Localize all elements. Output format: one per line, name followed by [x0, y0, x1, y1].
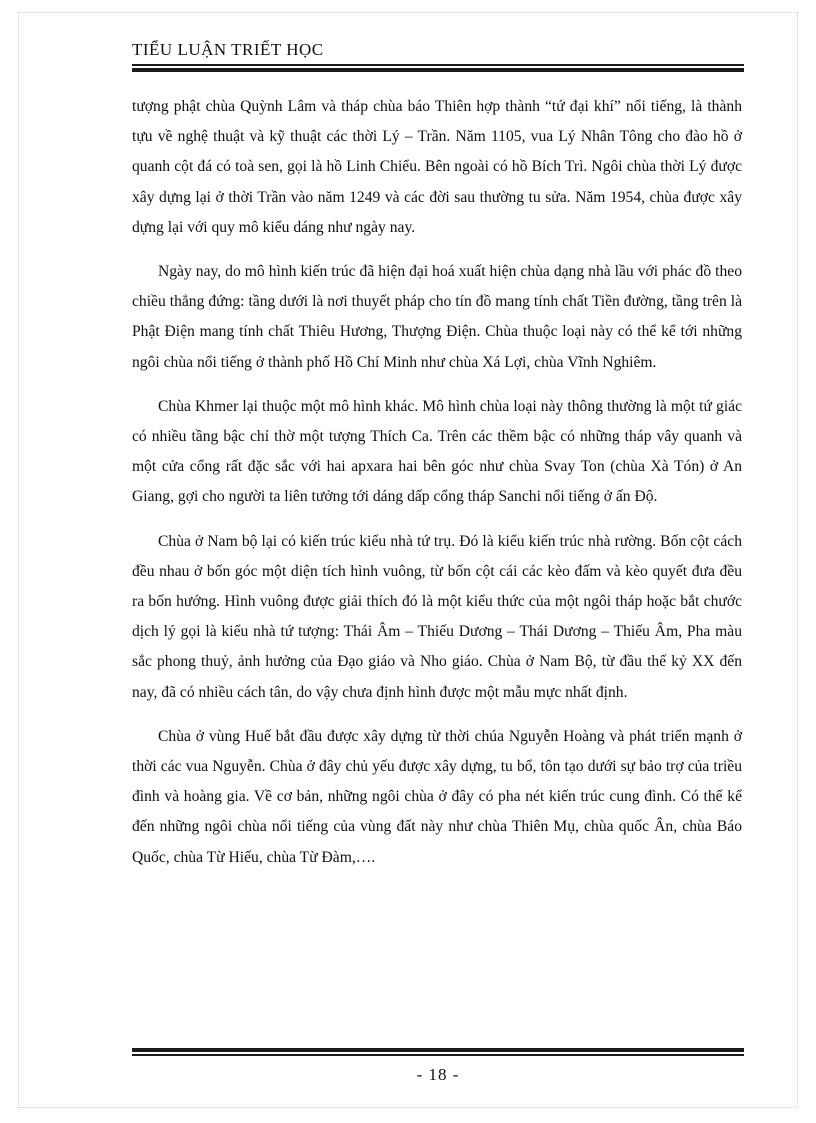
header-title: TIỂU LUẬN TRIẾT HỌC — [132, 40, 324, 59]
header-rule-thin — [132, 64, 744, 66]
header-rule-thick — [132, 68, 744, 72]
paragraph-5: Chùa ở vùng Huế bắt đầu được xây dựng từ thời chúa Nguyễn Hoàng và phát triển mạnh ở thời các vua Nguyễn. Chùa ở đây chủ yếu được xây dựng, tu bổ, tôn tạo dưới sự bảo trợ của triều đình và hoàng gia. Về cơ bản, những ngôi chùa ở đây có pha nét kiến trúc cung đình. Có thể kể đến những ngôi chùa nổi tiếng của vùng đất này như chùa Thiên Mụ, chùa quốc Ân, chùa Báo Quốc, chùa Từ Hiếu, chùa Từ Đàm,…. — [132, 727, 742, 866]
paragraph-2: Ngày nay, do mô hình kiến trúc đã hiện đại hoá xuất hiện chùa dạng nhà lầu với phác đồ theo chiều thẳng đứng: tầng dưới là nơi thuyết pháp cho tín đồ mang tính chất Tiền đường, tầng trên là Phật Điện mang tính chất Thiêu Hương, Thượng Điện. Chùa thuộc loại này có thể kể tới những ngôi chùa nổi tiếng ở thành phố Hồ Chí Minh như chùa Xá Lợi, chùa Vĩnh Nghiêm. — [132, 263, 742, 371]
paragraph-3: Chùa Khmer lại thuộc một mô hình khác. Mô hình chùa loại này thông thường là một tứ giác có nhiều tầng bậc chỉ thờ một tượng Thích Ca. Trên các thềm bậc có những tháp vây quanh và một cửa cổng rất đặc sắc với hai apxara hai bên góc như chùa Svay Ton (chùa Xà Tón) ở An Giang, gợi cho người ta liên tưởng tới dáng dấp cổng tháp Sanchi nổi tiếng ở ấn Độ. — [132, 397, 742, 506]
footer-rule-thin — [132, 1054, 744, 1056]
document-body — [132, 92, 742, 887]
page-header — [132, 40, 744, 72]
page-number: - 18 - — [416, 1065, 460, 1084]
page-footer — [132, 1048, 744, 1086]
footer-rule-thick — [132, 1048, 744, 1052]
paragraph-4: Chùa ở Nam bộ lại có kiến trúc kiểu nhà tứ trụ. Đó là kiểu kiến trúc nhà rường. Bốn cột cách đều nhau ở bốn góc một diện tích hình vuông, từ bốn cột cái các kèo đấm và kèo quyết đưa đều ra bốn hướng. Hình vuông được giải thích đó là một kiểu thức của một ngôi tháp hoặc bắt chước dịch lý gọi là kiểu nhà tứ tượng: Thái Âm – Thiếu Dương – Thái Dương – Thiếu Âm, Pha màu sắc phong thuỷ, ảnh hưởng của Đạo giáo và Nho giáo. Chùa ở Nam Bộ, từ đầu thế kỷ XX đến nay, đã có nhiều cách tân, do vậy chưa định hình được một mẫu mực nhất định. — [132, 532, 742, 701]
paragraph-1: tượng phật chùa Quỳnh Lâm và tháp chùa báo Thiên hợp thành “tứ đại khí” nổi tiếng, là thành tựu về nghệ thuật và kỹ thuật các thời Lý – Trần. Năm 1105, vua Lý Nhân Tông cho đào hồ ở quanh cột đá có toà sen, gọi là hồ Linh Chiểu. Bên ngoài có hồ Bích Trì. Ngôi chùa thời Lý được xây dựng lại ở thời Trần vào năm 1249 và các đời sau thường tu sửa. Năm 1954, chùa được xây dựng lại với quy mô kiểu dáng như ngày nay. — [132, 98, 742, 236]
